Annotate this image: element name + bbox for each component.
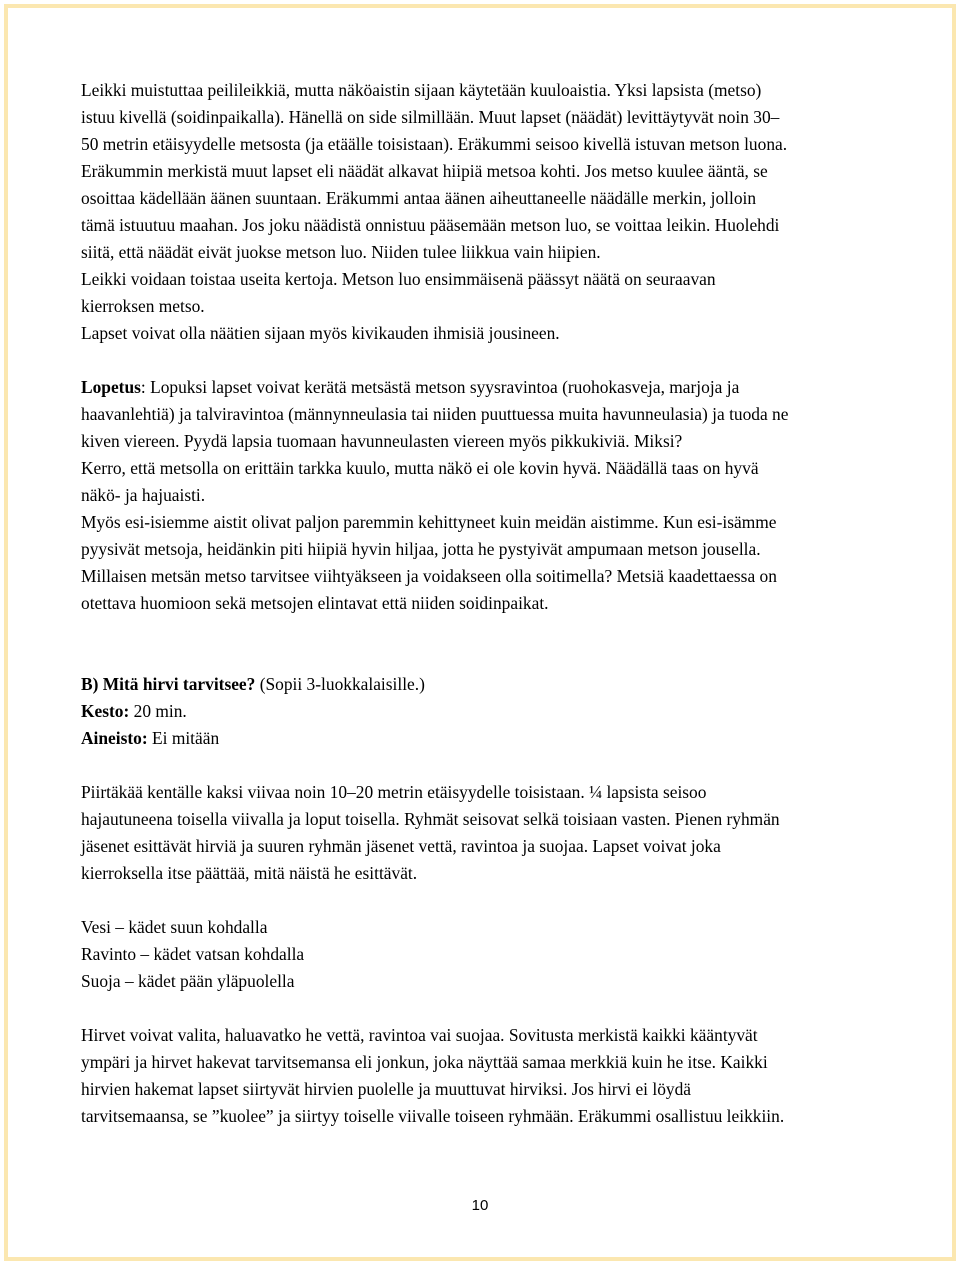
text-line: Lapset voivat olla näätien sijaan myös kivikauden ihmisiä jousineen. [81, 323, 560, 343]
page-number: 10 [471, 1197, 489, 1214]
kesto-label: Kesto: [81, 701, 130, 721]
text-line: tarvitsemaansa, se ”kuolee” ja siirtyy toiselle viivalle toiseen ryhmään. Eräkummi osallistuu leikkiin. [81, 1106, 785, 1126]
paragraph-hirvi-setup [81, 779, 911, 887]
paragraph-metso-game [81, 77, 911, 347]
spacer [81, 752, 911, 779]
text-line: hirvien hakemat lapset siirtyvät hirvien puolelle ja muuttuvat hirviksi. Jos hirvi ei löydä [81, 1079, 691, 1099]
text-line: Leikki voidaan toistaa useita kertoja. Metson luo ensimmäisenä päässyt näätä on seuraavan [81, 269, 716, 289]
kesto-value: 20 min. [129, 701, 187, 721]
signal-item: Ravinto – kädet vatsan kohdalla [81, 944, 305, 964]
text-line: Piirtäkää kentälle kaksi viivaa noin 10–20 metrin etäisyydelle toisistaan. ¼ lapsista seisoo [81, 782, 707, 802]
paragraph-hirvi-rules [81, 1022, 911, 1130]
signal-list [81, 914, 911, 995]
text-line: näkö- ja hajuaisti. [81, 485, 206, 505]
text-line: Eräkummin merkistä muut lapset eli näädät alkavat hiipiä metsoa kohti. Jos metso kuulee ääntä, se [81, 161, 768, 181]
text-line: 50 metrin etäisyydelle metsosta (ja etäälle toisistaan). Eräkummi seisoo kivellä istuvan metson luona. [81, 134, 788, 154]
text-line: pyysivät metsoja, heidänkin piti hiipiä hyvin hiljaa, jotta he pystyivät ampumaan metson jousella. [81, 539, 761, 559]
text-line: Hirvet voivat valita, haluavatko he vettä, ravintoa vai suojaa. Sovitusta merkistä kaikki kääntyvät [81, 1025, 758, 1045]
section-b-header [81, 671, 911, 752]
spacer [81, 995, 911, 1022]
aineisto-label: Aineisto: [81, 728, 148, 748]
signal-item: Suoja – kädet pään yläpuolella [81, 971, 295, 991]
text-line [81, 374, 911, 401]
text-line: kierroksen metso. [81, 296, 205, 316]
kesto-line [81, 698, 911, 725]
text-line: istuu kivellä (soidinpaikalla). Hänellä on side silmillään. Muut lapset (näädät) levittäytyvät noin 30– [81, 107, 780, 127]
text-line: ympäri ja hirvet hakevat tarvitsemansa eli jonkun, joka näyttää samaa merkkiä kuin he itse. Kaikki [81, 1052, 768, 1072]
text-line: kierroksella itse päättää, mitä näistä he esittävät. [81, 863, 418, 883]
text-line: Leikki muistuttaa peilileikkiä, mutta näköaistin sijaan käytetään kuuloaistia. Yksi lapsista (metso) [81, 80, 762, 100]
text-line: Myös esi-isiemme aistit olivat paljon paremmin kehittyneet kuin meidän aistimme. Kun esi-isämme [81, 512, 777, 532]
text-line: Millaisen metsän metso tarvitsee viihtyäkseen ja voidakseen olla soitimella? Metsiä kaadettaessa on [81, 566, 777, 586]
lopetus-label: Lopetus [81, 377, 141, 397]
spacer [81, 347, 911, 374]
text-line: Kerro, että metsolla on erittäin tarkka kuulo, mutta näkö ei ole kovin hyvä. Näädällä taas on hyvä [81, 458, 759, 478]
aineisto-line [81, 725, 911, 752]
signal-item: Vesi – kädet suun kohdalla [81, 917, 268, 937]
text-line: otettava huomioon sekä metsojen elintavat että niiden soidinpaikat. [81, 593, 549, 613]
document-body [81, 77, 911, 1130]
text-line: jäsenet esittävät hirviä ja suuren ryhmän jäsenet vettä, ravintoa ja suojaa. Lapset voivat joka [81, 836, 721, 856]
text-line: siitä, että näädät eivät juokse metson luo. Niiden tulee liikkua vain hiipien. [81, 242, 601, 262]
text-line: haavanlehtiä) ja talviravintoa (männynneulasia tai niiden puuttuessa muita havunneulasia) ja tuoda ne [81, 404, 789, 424]
aineisto-value: Ei mitään [147, 728, 220, 748]
text-line: tämä istuutuu maahan. Jos joku näädistä onnistuu pääsemään metson luo, se voittaa leikin. Huolehdi [81, 215, 780, 235]
section-b-note: (Sopii 3-luokkalaisille.) [255, 674, 425, 694]
section-b-title: B) Mitä hirvi tarvitsee? [81, 674, 256, 694]
text-line: kiven viereen. Pyydä lapsia tuomaan havunneulasten viereen myös pikkukiviä. Miksi? [81, 431, 683, 451]
spacer [81, 617, 911, 671]
text-line: hajautuneena toisella viivalla ja loput toisella. Ryhmät seisovat selkä toisiaan vasten. Pienen ryhmän [81, 809, 780, 829]
lopetus-text: : Lopuksi lapset voivat kerätä metsästä metson syysravintoa (ruohokasveja, marjoja ja [140, 377, 740, 397]
spacer [81, 887, 911, 914]
section-title-line [81, 671, 911, 698]
paragraph-lopetus [81, 374, 911, 617]
text-line: osoittaa kädellään äänen suuntaan. Eräkummi antaa äänen aiheuttaneelle näädälle merkin, jolloin [81, 188, 757, 208]
